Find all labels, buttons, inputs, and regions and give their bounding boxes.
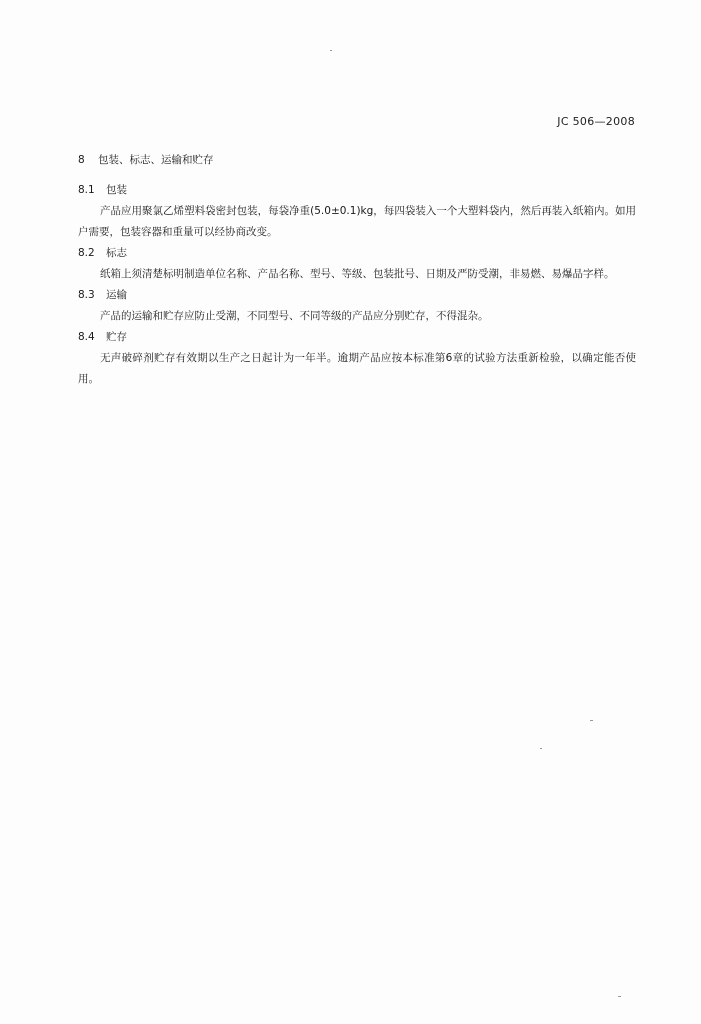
scan-speck bbox=[540, 748, 542, 749]
subsection-title: 包装 bbox=[106, 184, 127, 196]
subsection-text: 产品应用聚氯乙烯塑料袋密封包装，每袋净重(5.0±0.1)kg，每四袋装入一个大塑料袋内，然后再装入纸箱内。如用户需要，包装容器和重量可以经协商改变。 bbox=[78, 205, 636, 238]
subsection-text: 产品的运输和贮存应防止受潮，不同型号、不同等级的产品应分别贮存，不得混杂。 bbox=[100, 310, 489, 322]
subsection-number: 8.3 bbox=[78, 289, 95, 301]
subsection-number: 8.4 bbox=[78, 331, 95, 343]
subsection-number: 8.2 bbox=[78, 247, 95, 259]
standard-code: JC 506—2008 bbox=[557, 115, 635, 128]
document-body bbox=[78, 150, 636, 390]
subsection-transport bbox=[78, 285, 636, 327]
scan-speck bbox=[618, 996, 621, 997]
subsection-number: 8.1 bbox=[78, 184, 95, 196]
subsection-title: 运输 bbox=[106, 289, 127, 301]
subsection-heading bbox=[78, 327, 636, 348]
subsection-title: 贮存 bbox=[106, 331, 127, 343]
scan-speck bbox=[590, 720, 593, 721]
subsection-packaging bbox=[78, 180, 636, 243]
section-title: 包装、标志、运输和贮存 bbox=[98, 154, 214, 166]
subsection-heading bbox=[78, 285, 636, 306]
scan-speck bbox=[330, 50, 332, 51]
section-heading bbox=[78, 150, 636, 172]
subsection-text: 纸箱上须清楚标明制造单位名称、产品名称、型号、等级、包装批号、日期及严防受潮，非易燃、易爆品字样。 bbox=[100, 268, 615, 280]
subsection-title: 标志 bbox=[106, 247, 127, 259]
subsection-storage bbox=[78, 327, 636, 390]
spacer bbox=[78, 172, 636, 180]
section-number: 8 bbox=[78, 154, 85, 166]
subsection-heading bbox=[78, 243, 636, 264]
subsection-text: 无声破碎剂贮存有效期以生产之日起计为一年半。逾期产品应按本标准第6章的试验方法重新检验，以确定能否使用。 bbox=[78, 352, 636, 385]
subsection-heading bbox=[78, 180, 636, 201]
subsection-marking bbox=[78, 243, 636, 285]
